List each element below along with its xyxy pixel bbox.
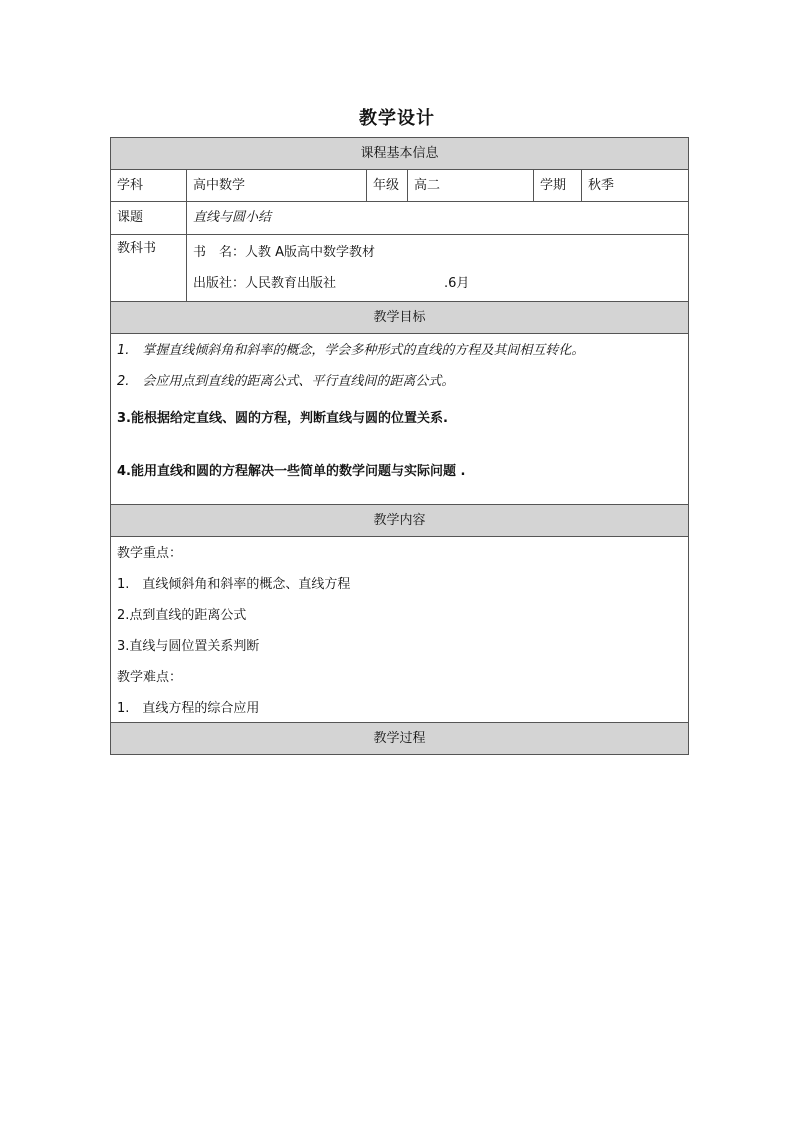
term-label: 学期 [534, 170, 582, 202]
publish-month: .6月 [444, 275, 470, 291]
objectives-cell [111, 334, 689, 505]
section-header-content [111, 505, 689, 537]
info-row [111, 170, 689, 202]
section-header-basic-info [111, 138, 689, 170]
grade-value: 高二 [408, 170, 534, 202]
key-point-item: 3.直线与圆位置关系判断 [117, 639, 260, 654]
document-title: 教学设计 [359, 108, 435, 129]
key-point-item: 2.点到直线的距离公式 [117, 608, 247, 623]
objective-item: 2. 会应用点到直线的距离公式、平行直线间的距离公式。 [117, 374, 455, 389]
topic-value: 直线与圆小结 [187, 202, 689, 235]
grade-label: 年级 [367, 170, 408, 202]
content-row [111, 537, 689, 723]
objective-item: 3.能根据给定直线、圆的方程，判断直线与圆的位置关系. [117, 411, 448, 426]
objective-item: 4.能用直线和圆的方程解决一些简单的数学问题与实际问题 . [117, 464, 466, 479]
section-title-process: 教学过程 [111, 723, 689, 755]
section-title-content: 教学内容 [111, 505, 689, 537]
objectives-row [111, 334, 689, 505]
lesson-plan-table [110, 137, 689, 755]
objective-item: 1. 掌握直线倾斜角和斜率的概念，学会多种形式的直线的方程及其间相互转化。 [117, 343, 585, 358]
publisher-line [193, 276, 682, 292]
content-cell [111, 537, 689, 723]
topic-label: 课题 [111, 202, 187, 235]
textbook-label: 教科书 [111, 235, 187, 302]
term-value: 秋季 [582, 170, 689, 202]
difficulty-item: 1. 直线方程的综合应用 [117, 701, 260, 716]
subject-label: 学科 [111, 170, 187, 202]
difficulties-label: 教学难点： [117, 670, 183, 685]
book-name: 书 名：人教 A版高中数学教材 [193, 244, 376, 260]
section-title-objectives: 教学目标 [111, 302, 689, 334]
publisher: 出版社：人民教育出版社 [193, 275, 337, 291]
key-point-item: 1. 直线倾斜角和斜率的概念、直线方程 [117, 577, 351, 592]
key-points-label: 教学重点： [117, 546, 183, 561]
textbook-details [187, 235, 689, 302]
subject-value: 高中数学 [187, 170, 367, 202]
textbook-row [111, 235, 689, 302]
topic-row [111, 202, 689, 235]
section-title-basic-info: 课程基本信息 [111, 138, 689, 170]
section-header-process [111, 723, 689, 755]
section-header-objectives [111, 302, 689, 334]
